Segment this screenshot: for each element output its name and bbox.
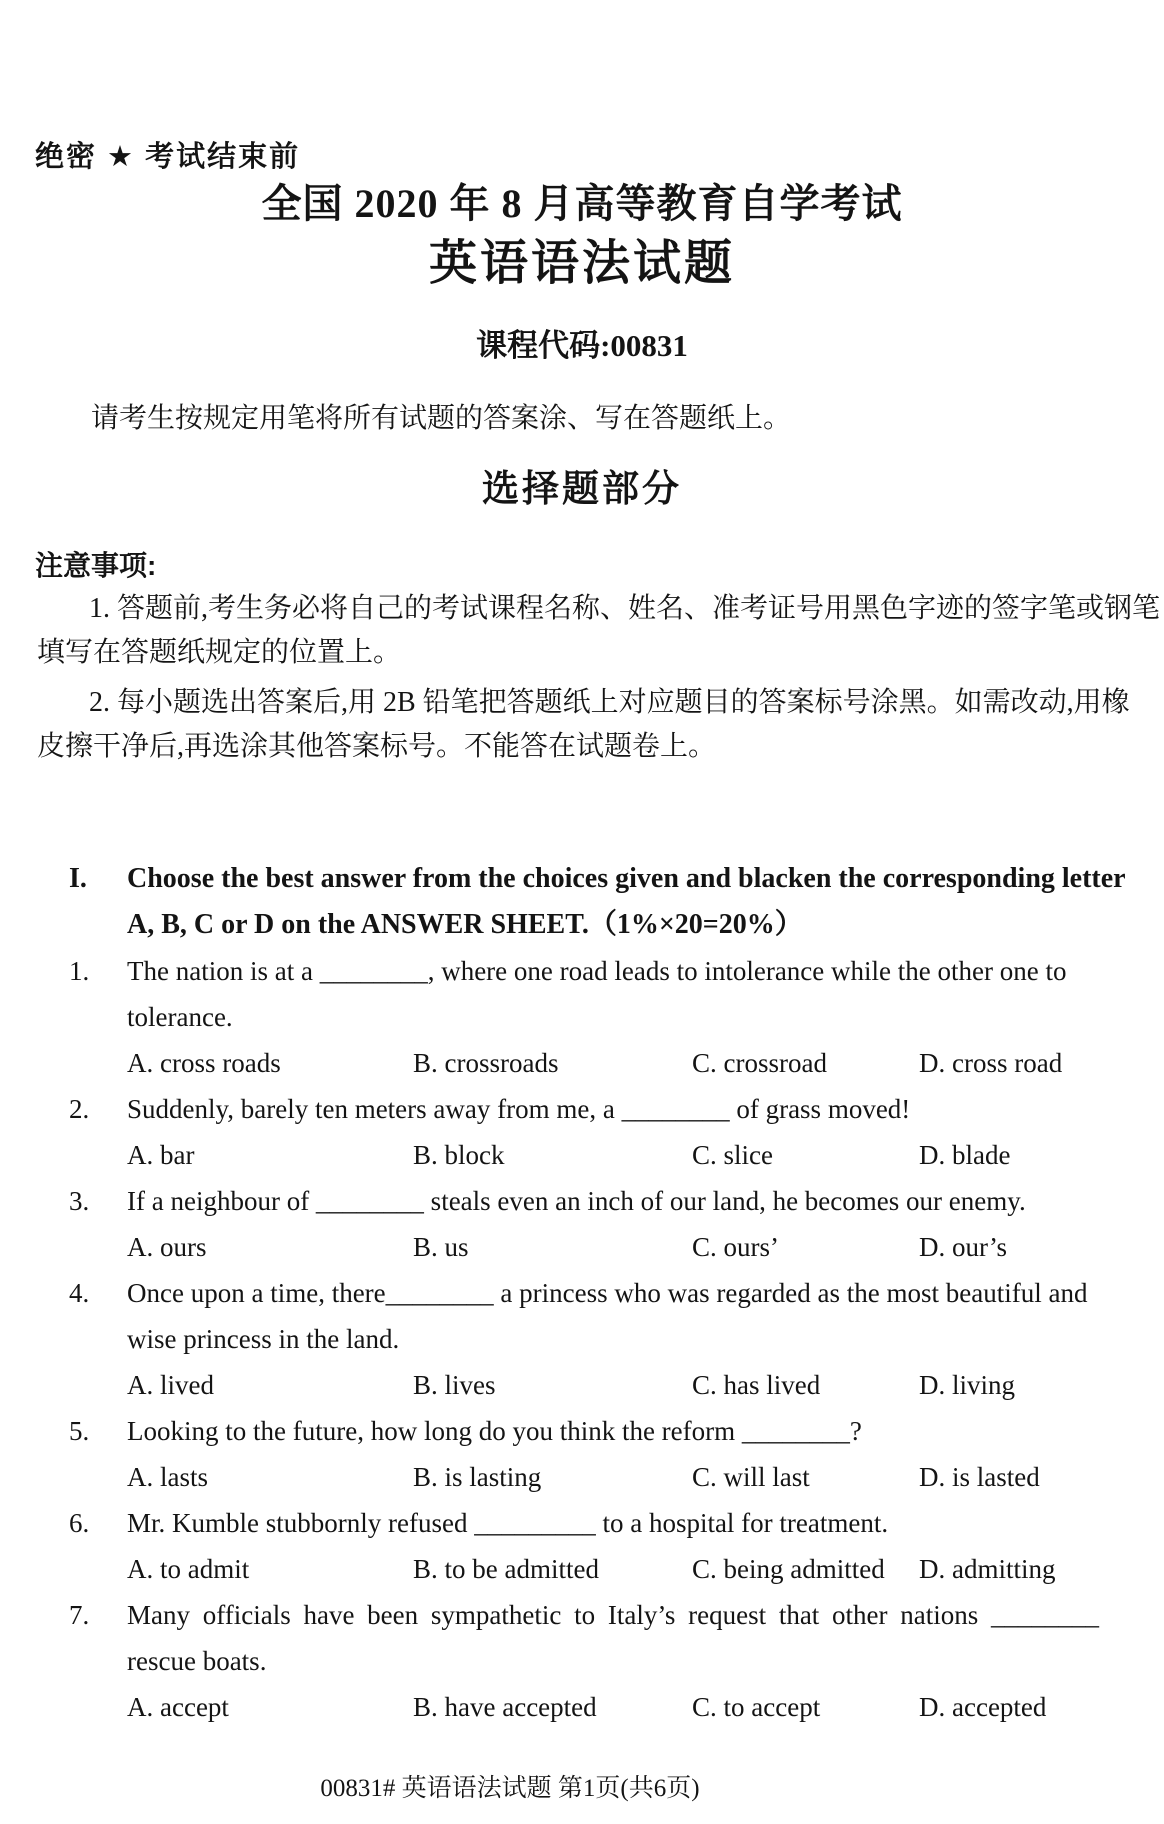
- option-a: A. to admit: [127, 1554, 250, 1584]
- option-b: B. block: [413, 1140, 505, 1170]
- notes-title: 注意事项:: [35, 550, 157, 581]
- question-1-options: [0, 1040, 1164, 1086]
- question-4-options: [0, 1362, 1164, 1408]
- section-label: I.: [69, 863, 87, 894]
- question-number: 3.: [69, 1186, 90, 1216]
- question-text: rescue boats.: [127, 1646, 267, 1676]
- option-b: B. us: [413, 1232, 469, 1262]
- question-2-options: [0, 1132, 1164, 1178]
- option-d: D. blade: [919, 1140, 1011, 1170]
- classification-banner: 绝密 ★ 考试结束前: [35, 141, 301, 173]
- question-1-continuation: [0, 994, 1164, 1040]
- option-c: C. crossroad: [692, 1048, 827, 1078]
- section-instruction-text: A, B, C or D on the ANSWER SHEET.（1%×20=20%）: [127, 909, 803, 940]
- option-a: A. bar: [127, 1140, 195, 1170]
- option-d: D. cross road: [919, 1048, 1063, 1078]
- question-6-options: [0, 1546, 1164, 1592]
- option-b: B. lives: [413, 1370, 496, 1400]
- question-text: Many officials have been sympathetic to Italy’s request that other nations ________: [127, 1600, 1100, 1630]
- option-d: D. is lasted: [919, 1462, 1040, 1492]
- subject-title: 英语语法试题: [428, 237, 735, 290]
- course-code: 课程代码:00831: [476, 328, 688, 363]
- question-text: If a neighbour of ________ steals even an inch of our land, he becomes our enemy.: [127, 1186, 1026, 1216]
- option-c: C. slice: [692, 1140, 773, 1170]
- option-b: B. crossroads: [413, 1048, 559, 1078]
- note-item-2-line-1: 2. 每小题选出答案后,用 2B 铅笔把答题纸上对应题目的答案标号涂黑。如需改动,用橡: [89, 687, 1130, 718]
- question-5-options: [0, 1454, 1164, 1500]
- question-2: [0, 1086, 1164, 1132]
- question-7: [0, 1592, 1164, 1638]
- question-4: [0, 1270, 1164, 1316]
- option-c: C. has lived: [692, 1370, 821, 1400]
- note-item-1-line-2: 填写在答题纸规定的位置上。: [37, 637, 402, 668]
- question-3: [0, 1178, 1164, 1224]
- question-text: Looking to the future, how long do you think the reform ________?: [127, 1416, 862, 1446]
- question-text: tolerance.: [127, 1002, 233, 1032]
- question-number: 7.: [69, 1600, 90, 1630]
- note-item-2-line-2: 皮擦干净后,再选涂其他答案标号。不能答在试题卷上。: [37, 731, 717, 762]
- question-4-continuation: [0, 1316, 1164, 1362]
- question-7-continuation: [0, 1638, 1164, 1684]
- option-b: B. to be admitted: [413, 1554, 599, 1584]
- question-text: Suddenly, barely ten meters away from me, a ________ of grass moved!: [127, 1094, 911, 1124]
- question-text: wise princess in the land.: [127, 1324, 400, 1354]
- answer-instruction: 请考生按规定用笔将所有试题的答案涂、写在答题纸上。: [91, 403, 792, 434]
- option-a: A. accept: [127, 1692, 229, 1722]
- part-title: 选择题部分: [482, 468, 682, 509]
- option-d: D. accepted: [919, 1692, 1047, 1722]
- page-footer: 00831# 英语语法试题 第1页(共6页): [320, 1775, 700, 1802]
- section-instruction-text: Choose the best answer from the choices given and blacken the corresponding letter: [127, 863, 1126, 894]
- question-3-options: [0, 1224, 1164, 1270]
- exam-title: 全国 2020 年 8 月高等教育自学考试: [261, 181, 903, 226]
- question-6: [0, 1500, 1164, 1546]
- question-text: The nation is at a ________, where one road leads to intolerance while the other one to: [127, 956, 1067, 986]
- option-a: A. lived: [127, 1370, 214, 1400]
- question-1: [0, 948, 1164, 994]
- option-c: C. to accept: [692, 1692, 821, 1722]
- question-number: 1.: [69, 956, 90, 986]
- note-item-1-line-1: 1. 答题前,考生务必将自己的考试课程名称、姓名、准考证号用黑色字迹的签字笔或钢笔: [89, 593, 1161, 624]
- question-number: 2.: [69, 1094, 90, 1124]
- question-text: Once upon a time, there________ a princess who was regarded as the most beautiful and: [127, 1278, 1088, 1308]
- question-number: 4.: [69, 1278, 90, 1308]
- option-a: A. ours: [127, 1232, 207, 1262]
- option-c: C. being admitted: [692, 1554, 885, 1584]
- option-d: D. our’s: [919, 1232, 1008, 1262]
- option-d: D. admitting: [919, 1554, 1056, 1584]
- section-instruction-line-1: [0, 856, 1164, 902]
- option-a: A. lasts: [127, 1462, 208, 1492]
- question-section: [0, 856, 1164, 1730]
- option-b: B. have accepted: [413, 1692, 597, 1722]
- option-c: C. ours’: [692, 1232, 779, 1262]
- question-number: 5.: [69, 1416, 90, 1446]
- option-a: A. cross roads: [127, 1048, 281, 1078]
- question-text: Mr. Kumble stubbornly refused _________ to a hospital for treatment.: [127, 1508, 889, 1538]
- option-d: D. living: [919, 1370, 1016, 1400]
- option-c: C. will last: [692, 1462, 810, 1492]
- question-number: 6.: [69, 1508, 90, 1538]
- question-7-options: [0, 1684, 1164, 1730]
- question-5: [0, 1408, 1164, 1454]
- option-b: B. is lasting: [413, 1462, 542, 1492]
- section-instruction-line-2: [0, 902, 1164, 948]
